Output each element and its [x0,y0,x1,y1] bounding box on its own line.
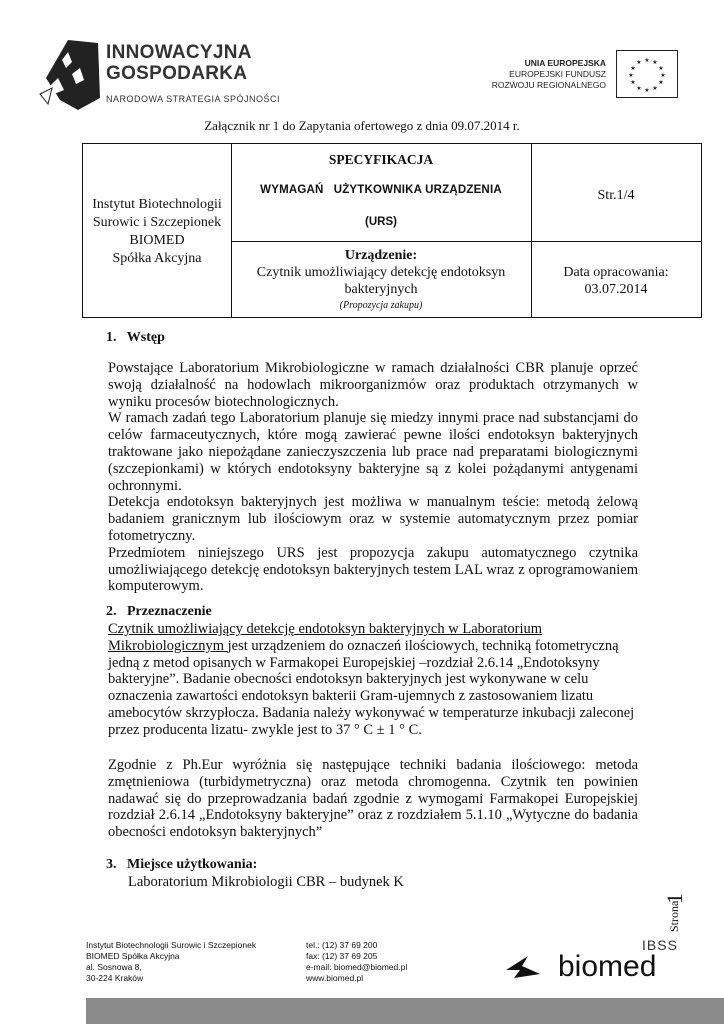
footer-tel: tel.: (12) 37 69 200 [306,940,378,950]
inst-line1: Instytut Biotechnologii [92,197,222,212]
section3-heading: 3. Miejsce użytkowania: [106,857,258,872]
section2-paragraph2: Zgodnie z Ph.Eur wyróżnia się następujące techniki badania ilościowego: metoda zmętnieniowa (turbidymetryczna) oraz metoda chromogenna. Czytnik ten powinien nadawać się do przeprowadzania badań zgodnie z wymogami Farmakopei Europejskiej rozdział 2.6.14 „Endotoksyny bakteryjne” oraz z rozdziałem 5.1.10 „Wytyczne do badania obecności endotoksyn bakteryjnych” [108,757,638,841]
inst-line4: Spółka Akcyjna [112,251,202,266]
svg-text:★: ★ [630,79,636,86]
date-value: 03.07.2014 [584,282,648,297]
attachment-line: Załącznik nr 1 do Zapytania ofertowego z dnia 09.07.2014 r. [204,118,520,133]
logo-line3: NARODOWA STRATEGIA SPÓJNOŚCI [106,94,281,104]
svg-text:★: ★ [630,65,636,72]
svg-text:★: ★ [660,72,666,79]
institute-cell [83,196,231,268]
device-label: Urządzenie: [344,248,418,263]
section1-paragraph: Powstające Laboratorium Mikrobiologiczne w ramach działalności CBR planuje oprzeć swoją działalność na hodowlach mikroorganizmów oraz produktach otrzymanych w wyniku procesów biotechnologicznych. [108,360,638,410]
svg-text:★: ★ [652,59,658,66]
svg-text:★: ★ [658,79,664,86]
section1-heading: 1. Wstęp [106,330,165,345]
footer-fax: fax: (12) 37 69 205 [306,951,378,961]
strona-number: 1 [662,893,687,904]
section1-body [108,360,638,595]
spec-subtitle: WYMAGAŃ UŻYTKOWNIKA URZĄDZENIA [260,184,502,196]
svg-text:★: ★ [652,85,658,92]
svg-text:★: ★ [644,87,650,94]
date-cell [531,264,701,298]
section1-paragraph: W ramach zadań tego Laboratorium planuje się miedzy innymi prace nad substancjami do celów farmaceutycznych, które mogą zawierać pewne ilości endotoksyn bakteryjnych traktowane jako niepożądane zanieczyszczenia lub prace nad preparatami biologicznymi (szczepionkami) w których endotoksyny bakteryjne są z kolei pożądanymi antygenami ochronnymi. [108,410,638,494]
eu-line1: UNIA EUROPEJSKA [524,58,606,68]
company-line3: al. Sosnowa 8, [86,962,142,972]
eu-line2: EUROPEJSKI FUNDUSZ [509,69,606,79]
svg-text:★: ★ [628,72,634,79]
svg-text:★: ★ [658,65,664,72]
svg-text:★: ★ [636,59,642,66]
device-line2: bakteryjnych [344,282,418,297]
ibss-label: IBSS [642,937,678,953]
footer-www: www.biomed.pl [306,973,364,983]
biomed-wordmark: biomed [558,950,657,982]
strona-label: Strona [667,900,681,932]
page-number: Str.1/4 [597,188,635,203]
svg-text:★: ★ [636,85,642,92]
footer-contact [306,940,407,984]
section2-text: jest urządzeniem do oznaczeń ilościowych, techniką fotometryczną jedną z metod opisanych w Farmakopei Europejskiej –rozdział 2.6.14 „Endotoksyny bakteryjne”. Badanie obecności endotoksyn bakteryjnych jest wykonywane w celu oznaczenia zawartości endotoksyn bakterii Gram-ujemnych z zastosowaniem lizatu amebocytów skrzypłocza. Badania należy wykonywać w temperaturze inkubacji zaleconej przez producenta lizatu- zwykle jest to 37 ° C ± 1 ° C. [108,637,635,738]
date-label: Data opracowania: [563,265,669,280]
device-line1: Czytnik umożliwiający detekcję endotoksyn [256,265,506,280]
logo-line2: GOSPODARKA [106,63,248,84]
spec-title: SPECYFIKACJA [328,152,434,167]
inst-line2: Surowic i Szczepionek [92,215,222,230]
section2-heading: 2. Przeznaczenie [106,604,212,619]
company-line4: 30-224 Kraków [86,973,144,983]
section3-text: Laboratorium Mikrobiologii CBR – budynek K [128,874,404,890]
section1-paragraph: Przedmiotem niniejszego URS jest propozycja zakupu automatycznego czytnika umożliwiającego detekcję endotoksyn bakteryjnych testem LAL wraz z oprogramowaniem komputerowym. [108,544,638,595]
section1-paragraph: Detekcja endotoksyn bakteryjnych jest możliwa w manualnym teście: metodą żelową badaniem granicznym lub ilościowym oraz w systemie automatycznym przez pomiar fotometryczny. [108,494,638,544]
company-line2: BIOMED Spółka Akcyjna [86,951,180,961]
spec-urs: (URS) [365,216,397,228]
proposal-note: (Propozycja zakupu) [339,300,423,311]
footer-bar [86,998,724,1024]
eu-flag-icon [616,50,678,98]
company-line1: Instytut Biotechnologii Surowic i Szczepionek [86,940,257,950]
section2-body [108,621,638,739]
section2-underlined: Czytnik umożliwiający detekcję endotoksyn bakteryjnych w Laboratorium Mikrobiologicznym [108,621,543,654]
footer-company [86,940,256,984]
svg-text:★: ★ [644,57,650,64]
inst-line3: BIOMED [129,233,185,248]
spec-table [82,143,702,318]
biomed-logo-icon [500,948,690,982]
eu-line3: ROZWOJU REGIONALNEGO [491,80,606,90]
logo-line1: INNOWACYJNA [106,42,252,63]
eu-label [492,58,606,91]
footer-email: e-mail: biomed@biomed.pl [306,962,408,972]
device-name [241,264,521,298]
